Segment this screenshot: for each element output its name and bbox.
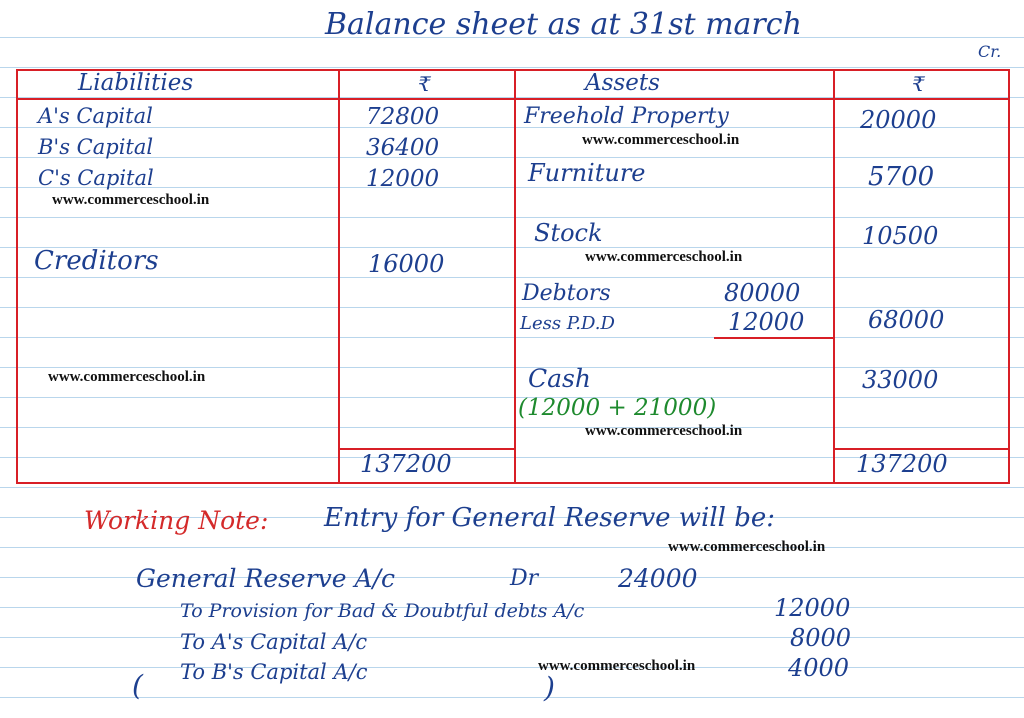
credit-side-note: Cr.: [978, 42, 1002, 61]
liability-amount: 72800: [366, 104, 440, 130]
watermark-text: www.commerceschool.in: [585, 423, 743, 439]
narration-open-paren: (: [132, 669, 143, 702]
total-right: 137200: [856, 450, 948, 478]
asset-amount: 5700: [868, 162, 935, 192]
asset-amount: 33000: [862, 366, 939, 394]
liability-amount: 16000: [368, 250, 445, 278]
asset-label: Furniture: [528, 159, 646, 187]
header-liabilities: Liabilities: [78, 70, 194, 96]
journal-credit-amount: 4000: [788, 654, 850, 682]
asset-label: Debtors: [522, 281, 611, 306]
watermark-text: www.commerceschool.in: [582, 132, 740, 148]
asset-label: Less P.D.D: [520, 313, 615, 334]
asset-label: Stock: [534, 219, 603, 247]
journal-credit-account: To B's Capital A/c: [180, 660, 368, 684]
liability-amount: 12000: [366, 166, 440, 192]
journal-credit-amount: 8000: [790, 624, 852, 652]
cash-detail: (12000 + 21000): [518, 395, 717, 421]
page-title: Balance sheet as at 31st march: [325, 7, 802, 42]
liability-label: A's Capital: [38, 104, 153, 128]
header-rupee-left: ₹: [418, 72, 431, 96]
watermark-text: www.commerceschool.in: [538, 658, 696, 674]
journal-dr-label: Dr: [510, 566, 539, 591]
working-note-heading: Working Note:: [84, 506, 269, 535]
column-divider: [338, 69, 340, 484]
column-divider: [514, 69, 516, 484]
journal-debit-amount: 24000: [618, 564, 698, 593]
journal-credit-account: To A's Capital A/c: [180, 630, 368, 654]
journal-debit-account: General Reserve A/c: [136, 564, 395, 593]
watermark-text: www.commerceschool.in: [48, 369, 206, 385]
debtors-inner-amount: 80000: [724, 279, 801, 307]
working-note-intro: Entry for General Reserve will be:: [324, 503, 776, 533]
asset-label: Freehold Property: [524, 104, 729, 129]
liability-amount: 36400: [366, 135, 440, 161]
watermark-text: www.commerceschool.in: [52, 192, 210, 208]
journal-credit-amount: 12000: [774, 594, 851, 622]
asset-amount: 68000: [868, 306, 945, 334]
total-left: 137200: [360, 450, 452, 478]
debtors-underline: [714, 337, 834, 339]
narration-close-paren: ): [544, 671, 555, 704]
asset-label: Cash: [528, 364, 591, 393]
liability-label: C's Capital: [38, 166, 154, 190]
column-divider: [833, 69, 835, 484]
journal-credit-account: To Provision for Bad & Doubtful debts A/c: [180, 600, 585, 622]
header-divider: [16, 98, 1010, 100]
liability-label: Creditors: [34, 246, 159, 276]
asset-amount: 20000: [860, 106, 937, 134]
header-assets: Assets: [585, 70, 660, 96]
liability-label: B's Capital: [38, 135, 154, 159]
watermark-text: www.commerceschool.in: [585, 249, 743, 265]
asset-amount: 10500: [862, 222, 939, 250]
header-rupee-right: ₹: [912, 72, 925, 96]
pdd-inner-amount: 12000: [728, 308, 805, 336]
watermark-text: www.commerceschool.in: [668, 539, 826, 555]
